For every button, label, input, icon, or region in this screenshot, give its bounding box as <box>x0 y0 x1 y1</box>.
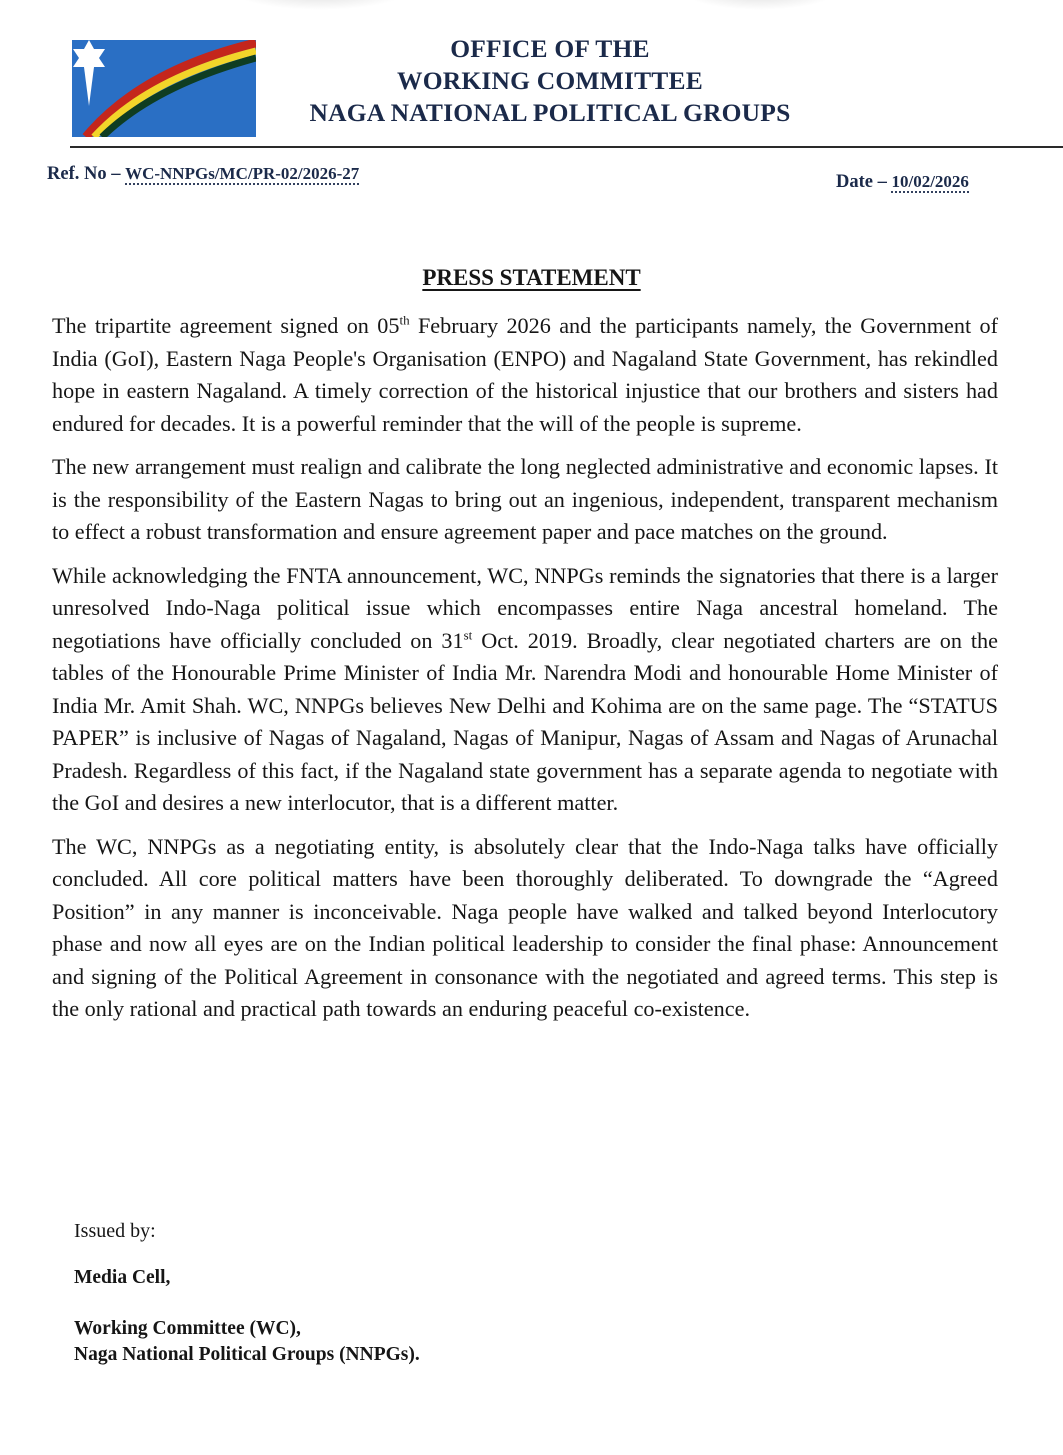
date-value: 10/02/2026 <box>891 172 969 191</box>
paragraph-3 <box>52 560 998 820</box>
scan-smudge-right <box>680 0 840 10</box>
reference-value: WC-NNPGs/MC/PR-02/2026-27 <box>125 164 360 183</box>
date-label: Date – <box>836 172 887 192</box>
paragraph-1-text-a: The tripartite agreement signed on 05 <box>52 313 400 338</box>
letterhead-line-3: NAGA NATIONAL POLITICAL GROUPS <box>309 98 791 127</box>
header-divider <box>70 146 1063 148</box>
scan-smudge-left <box>230 0 410 10</box>
issuer-org-line-1: Working Committee (WC), <box>74 1318 301 1339</box>
paragraph-3-text-b: Oct. 2019. Broadly, clear negotiated charters are on the tables of the Honourable Prime Minister of India Mr. Narendra Modi and honourable Home Minister of India Mr. Amit Shah. WC, NNPGs believes New Delhi and Kohima are on the same page. The “STATUS PAPER” is inclusive of Nagas of Nagaland, Nagas of Manipur, Nagas of Assam and Nagas of Arunachal Pradesh. Regardless of this fact, if the Nagaland state government has a separate agenda to negotiate with the GoI and desires a new interlocutor, that is a different matter. <box>52 627 998 815</box>
paragraph-3-text-a: While acknowledging the FNTA announcement, WC, NNPGs reminds the signatories that there is a larger unresolved Indo-Naga political issue which encompasses entire Naga ancestral homeland. The negotiations have officially concluded on 31 <box>52 562 998 653</box>
ordinal-suffix: st <box>463 627 473 643</box>
paragraph-1 <box>52 310 998 440</box>
reference-number <box>47 164 359 185</box>
letterhead-line-2: WORKING COMMITTEE <box>397 66 703 95</box>
issuer-cell: Media Cell, <box>74 1267 171 1288</box>
issued-by-label: Issued by: <box>74 1220 156 1242</box>
nagalim-flag-icon <box>72 40 256 137</box>
paragraph-4: The WC, NNPGs as a negotiating entity, is absolutely clear that the Indo-Naga talks have officially concluded. All core political matters have been thoroughly deliberated. To downgrade the “Agreed Position” in any manner is inconceivable. Naga people have walked and talked beyond Interlocutory phase and now all eyes are on the Indian political leadership to consider the final phase: Announcement and signing of the Political Agreement in consonance with the negotiated and agreed terms. This step is the only rational and practical path towards an enduring peaceful co-existence. <box>52 833 998 1021</box>
issuer-org-line-2: Naga National Political Groups (NNPGs). <box>74 1344 420 1365</box>
document-date <box>836 172 969 193</box>
letterhead <box>270 33 830 129</box>
letterhead-line-1: OFFICE OF THE <box>450 34 650 63</box>
signoff-block <box>74 1220 420 1368</box>
statement-body <box>52 310 998 1037</box>
paragraph-2: The new arrangement must realign and calibrate the long neglected administrative and economic lapses. It is the responsibility of the Eastern Nagas to bring out an ingenious, independent, transparent mechanism to effect a robust transformation and ensure agreement paper and pace matches on the ground. <box>52 454 998 544</box>
reference-label: Ref. No – <box>47 164 121 184</box>
paragraph-1-text-b: February 2026 and the participants namely, the Government of India (GoI), Eastern Naga People's Organisation (ENPO) and Nagaland State Government, has rekindled hope in eastern Nagaland. A timely correction of the historical injustice that our brothers and sisters had endured for decades. It is a powerful reminder that the will of the people is supreme. <box>52 313 998 436</box>
ordinal-suffix: th <box>399 312 410 328</box>
document-title: PRESS STATEMENT <box>422 265 641 290</box>
